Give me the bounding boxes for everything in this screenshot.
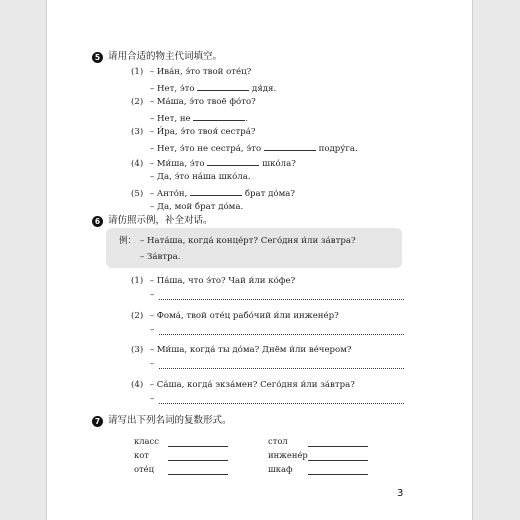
answer-blank[interactable] bbox=[264, 142, 316, 151]
section-6-title: 请仿照示例，补全对话。 bbox=[108, 215, 213, 226]
word-right-1: стол bbox=[268, 436, 288, 446]
section-5-title: 请用合适的物主代词填空。 bbox=[108, 51, 223, 62]
example-answer: – За́втра. bbox=[140, 252, 181, 262]
section-6-badge: 6 bbox=[92, 216, 103, 227]
workbook-page bbox=[46, 0, 473, 520]
s5-item-3-answer: – Нет, э́то не сестра́, э́то подру́га. bbox=[150, 144, 358, 154]
word-left-2-line[interactable] bbox=[168, 460, 228, 461]
section-7-badge: 7 bbox=[92, 416, 103, 427]
s5-item-1-question: (1) – Ива́н, э́то твой оте́ц? bbox=[131, 67, 252, 77]
s5-item-3-question: (3) – И́ра, э́то твоя́ сестра́? bbox=[131, 127, 256, 137]
s6-item-1-dash: – bbox=[150, 290, 155, 300]
example-label: 例： bbox=[119, 236, 137, 246]
s5-item-4-question: (4) – Ми́ша, э́то шко́ла? bbox=[131, 159, 296, 169]
answer-blank[interactable] bbox=[207, 157, 259, 166]
s6-item-4-dash: – bbox=[150, 394, 155, 404]
word-right-2-line[interactable] bbox=[308, 460, 368, 461]
s6-item-2-question: (2) – Фома́, твой оте́ц рабо́чий и́ли инжене́р? bbox=[131, 311, 339, 321]
s6-item-3-answer-line[interactable] bbox=[159, 368, 404, 369]
answer-blank[interactable] bbox=[197, 82, 249, 91]
word-right-3-line[interactable] bbox=[308, 474, 368, 475]
word-left-3-line[interactable] bbox=[168, 474, 228, 475]
s5-item-1-answer: – Нет, э́то дя́дя. bbox=[150, 84, 277, 94]
s6-item-3-dash: – bbox=[150, 359, 155, 369]
word-right-2: инжене́р bbox=[268, 450, 308, 460]
answer-blank[interactable] bbox=[190, 187, 242, 196]
word-left-3: оте́ц bbox=[134, 464, 155, 474]
s6-item-4-answer-line[interactable] bbox=[159, 403, 404, 404]
word-left-1: класс bbox=[134, 436, 159, 446]
example-question: – Ната́ша, когда́ конце́рт? Сего́дня и́ли за́втра? bbox=[140, 236, 356, 246]
s5-item-5-question: (5) – Анто́н, брат до́ма? bbox=[131, 189, 296, 199]
s5-item-5-answer: – Да, мой брат до́ма. bbox=[150, 202, 244, 212]
s6-item-4-question: (4) – Са́ша, когда́ экза́мен? Сего́дня и́ли за́втра? bbox=[131, 380, 355, 390]
s6-item-2-answer-line[interactable] bbox=[159, 334, 404, 335]
word-left-1-line[interactable] bbox=[168, 446, 228, 447]
word-left-2: кот bbox=[134, 450, 149, 460]
s6-item-1-answer-line[interactable] bbox=[159, 299, 404, 300]
section-5-badge: 5 bbox=[92, 52, 103, 63]
s6-item-3-question: (3) – Ми́ша, когда́ ты до́ма? Днём и́ли ве́чером? bbox=[131, 345, 352, 355]
word-right-3: шкаф bbox=[268, 464, 293, 474]
section-7-title: 请写出下列名词的复数形式。 bbox=[108, 415, 232, 426]
s6-item-2-dash: – bbox=[150, 325, 155, 335]
s5-item-2-question: (2) – Ма́ша, э́то твоё фо́то? bbox=[131, 97, 256, 107]
s5-item-2-answer: – Нет, не . bbox=[150, 114, 249, 124]
s5-item-4-answer: – Да, э́то на́ша шко́ла. bbox=[150, 172, 251, 182]
page-number: 3 bbox=[397, 488, 404, 499]
word-right-1-line[interactable] bbox=[308, 446, 368, 447]
s6-item-1-question: (1) – Па́ша, что э́то? Чай и́ли ко́фе? bbox=[131, 276, 296, 286]
answer-blank[interactable] bbox=[193, 112, 245, 121]
